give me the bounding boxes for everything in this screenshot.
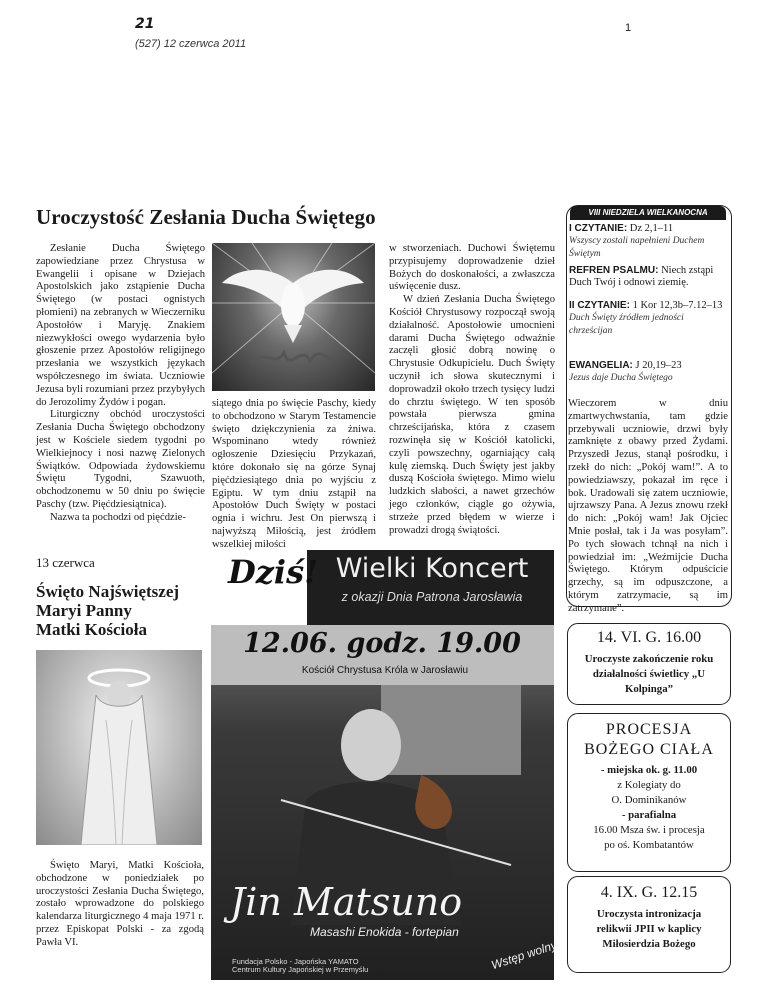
second-reading-label: II CZYTANIE: — [569, 300, 630, 311]
feast-title-line: Maryi Panny — [36, 601, 132, 620]
event-title: BOŻEGO CIAŁA — [584, 741, 714, 758]
liturgy-header: VIII NIEDZIELA WIELKANOCNA — [570, 206, 726, 220]
concert-title: Wielki Koncert — [335, 553, 529, 584]
gospel-text: Wieczorem w dniu zmartwychwstania, tam gdzie przebywali uczniowie, drzwi były zamknięte z obawy przed Żydami. Przyszedł Jezus, stanął pośrodku, i rzekł do nich: „Pokój wam!”. A to powiedziawszy, pokazał im ręce i bok. Uradowali się zatem uczniowie, ujrzawszy Pana. A Jezus znowu rzekł do nich: „Pokój wam! Jak Ojciec Mnie posłał, tak i Ja was posyłam”. Po tych słowach tchnął na nich i powiedział im: „Weźmijcie Ducha Świętego. Którym odpuścicie grzechy, są im odpuszczone, a którym zatrzymacie, są im zatrzymane”. — [568, 398, 728, 614]
gospel-label: EWANGELIA: — [569, 360, 633, 371]
gospel-desc: Jezus daje Ducha Świętego — [569, 373, 673, 384]
page-number: 1 — [625, 22, 632, 34]
feast-caption — [36, 860, 204, 950]
performer-name: Jin Matsuno — [230, 880, 463, 924]
event-box-relics — [567, 876, 731, 973]
organizer-line: Fundacja Polsko - Japońska YAMATO — [232, 957, 359, 966]
event-title: PROCESJA — [605, 721, 693, 738]
feast-date: 13 czerwca — [36, 555, 95, 570]
feast-caption-text: Święto Maryi, Matki Kościoła, obchodzone w poniedziałek po uroczystości Zesłania Ducha Świętego, zostało wprowadzone do polskiego kalendarza liturgicznego 4 maja 1971 r. przez Episkopat Polski - za zgodą Pawła VI. — [36, 860, 204, 948]
concert-subtitle: z okazji Dnia Patrona Jarosławia — [341, 590, 523, 604]
first-reading-label: I CZYTANIE: — [569, 223, 628, 234]
free-entry-label: Wstęp wolny — [489, 937, 559, 973]
article-column-1 — [36, 243, 205, 525]
first-reading-desc: Wszyscy zostali napełnieni Duchem Świętym — [569, 236, 705, 259]
concert-organizers — [232, 958, 392, 974]
feast-title-line: Matki Kościoła — [36, 620, 147, 639]
psalm — [569, 265, 727, 290]
article-paragraph: Zesłanie Ducha Świętego zapowiedziane przez Chrystusa w Ewangelii i opisane w Dziejach Apostolskich jako zstąpienie Ducha Świętego (w postaci ognistych płomieni) na zebranych w Wieczerniku Apostołów i Maryję. Znakiem niezwykłości owego wydarzenia było głoszenie przez Apostołów religijnego przesłania we wszystkich językach współczesnego im świata. Uczniowie Jezusa byli rozumiani przez przybyłych do Jerozolimy Żydów i pogan. — [36, 243, 205, 408]
event-date: 4. IX. G. 12.15 — [600, 884, 698, 901]
organizer-line: Centrum Kultury Japońskiej w Przemyślu — [232, 965, 369, 974]
psalm-text: Niech zstąpi Duch Twój i odnowi ziemię. — [569, 265, 714, 289]
event-line: 16.00 Msza św. i procesja — [593, 824, 705, 836]
article-paragraph: siątego dnia po święcie Paschy, kiedy to obchodzono w Starym Testamencie święto dziękczynienia za żniwa. Wspominano wtedy również ogłoszenie Dziesięciu Przykazań, które dokonało się na górze Synaj pięćdziesiątego dnia po wyjściu z Egiptu. W tym dniu zstąpił na Apostołów Duch Święty w postaci ognia i wichru. Jest On pierwszą i najwyższą Miłością, jest źródłem wszelkiej miłości — [212, 398, 376, 550]
first-reading — [569, 223, 727, 260]
feast-title — [36, 582, 179, 639]
issue-number: 21 — [135, 16, 155, 32]
psalm-label: REFREN PSALMU: — [569, 265, 659, 276]
article-column-2 — [212, 398, 376, 552]
event-line: po oś. Kombatantów — [604, 839, 694, 851]
event-box-procession — [567, 713, 731, 872]
first-reading-ref: Dz 2,1–11 — [629, 223, 674, 234]
gospel-ref: J 20,19–23 — [635, 360, 682, 371]
event-description: Uroczysta intronizacja relikwii JPII w kaplicy Miłosierdzia Bożego — [596, 908, 702, 950]
issue-date: (527) 12 czerwca 2011 — [135, 38, 247, 50]
article-title: Uroczystość Zesłania Ducha Świętego — [36, 205, 376, 229]
concert-today-label: Dziś! — [228, 553, 319, 591]
article-paragraph: w stworzeniach. Duchowi Świętemu przypisujemy doprowadzenie dzieł Bożych do doskonałości, a zwłaszcza uświęcenie dusz. — [389, 243, 555, 293]
article-column-3 — [389, 243, 555, 537]
article-paragraph: Nazwa ta pochodzi od pięćdzie- — [50, 511, 186, 523]
dove-icon — [212, 243, 375, 391]
article-paragraph: Liturgiczny obchód uroczystości Zesłania Ducha Świętego obchodzony jest w Kościele siedem tygodni po Wielkiejnocy i nosi nazwę Zielonych Świątków. Odpowiada żydowskiemu Świętu Tygodni, Szawuoth, obchodzonemu w 50 dniu po święcie Paschy (tzw. Pięćdziesiątnica). — [36, 409, 205, 510]
concert-place: Kościół Chrystusa Króla w Jarosławiu — [301, 665, 469, 676]
second-reading — [569, 300, 727, 337]
pianist-name: Masashi Enokida - fortepian — [310, 925, 459, 939]
event-line: O. Dominikanów — [611, 794, 687, 806]
event-line: z Kolegiaty do — [617, 779, 681, 791]
event-box-kolping — [567, 623, 731, 705]
holy-spirit-dove-image — [212, 243, 375, 391]
mary-figure-icon — [36, 650, 202, 845]
feast-title-line: Święto Najświętszej — [36, 582, 180, 601]
event-line: - parafialna — [621, 809, 677, 821]
second-reading-desc: Duch Święty źródłem jedności chrześcijan — [569, 313, 684, 336]
concert-datetime: 12.06. godz. 19.00 — [243, 628, 521, 659]
article-paragraph: W dzień Zesłania Ducha Świętego Kościół Chrystusowy rozpoczął swoją działalność. Apostołowie umocnieni darami Ducha Świętego odważnie zaczęli głosić dobrą nowinę o Chrystusie Odkupicielu. Duch Święty uczynił ich słowa skutecznymi i doprowadził około trzech tysięcy ludzi do chrztu świętego. W ten sposób powstała pierwsza gmina chrześcijańska, która z czasem rozwinęła się w Kościół katolicki, czyli powszechny, ogarniający całą kulę ziemską. Duch Święty jest jakby duszą Kościoła świętego. Mimo wielu ludzkich słabości, a nawet grzechów jego członków, ciągle go ożywia, strzeże przed błędem w wierze i prowadzi drogą świątości. — [389, 294, 555, 536]
event-description: Uroczyste zakończenie roku działalności świetlicy „U Kolpinga” — [584, 653, 714, 695]
event-date: 14. VI. G. 16.00 — [596, 629, 702, 646]
second-reading-ref: 1 Kor 12,3b–7.12–13 — [632, 300, 723, 311]
gospel — [569, 360, 727, 385]
event-line: - miejska ok. g. 11.00 — [600, 764, 698, 776]
mary-image — [36, 650, 202, 845]
